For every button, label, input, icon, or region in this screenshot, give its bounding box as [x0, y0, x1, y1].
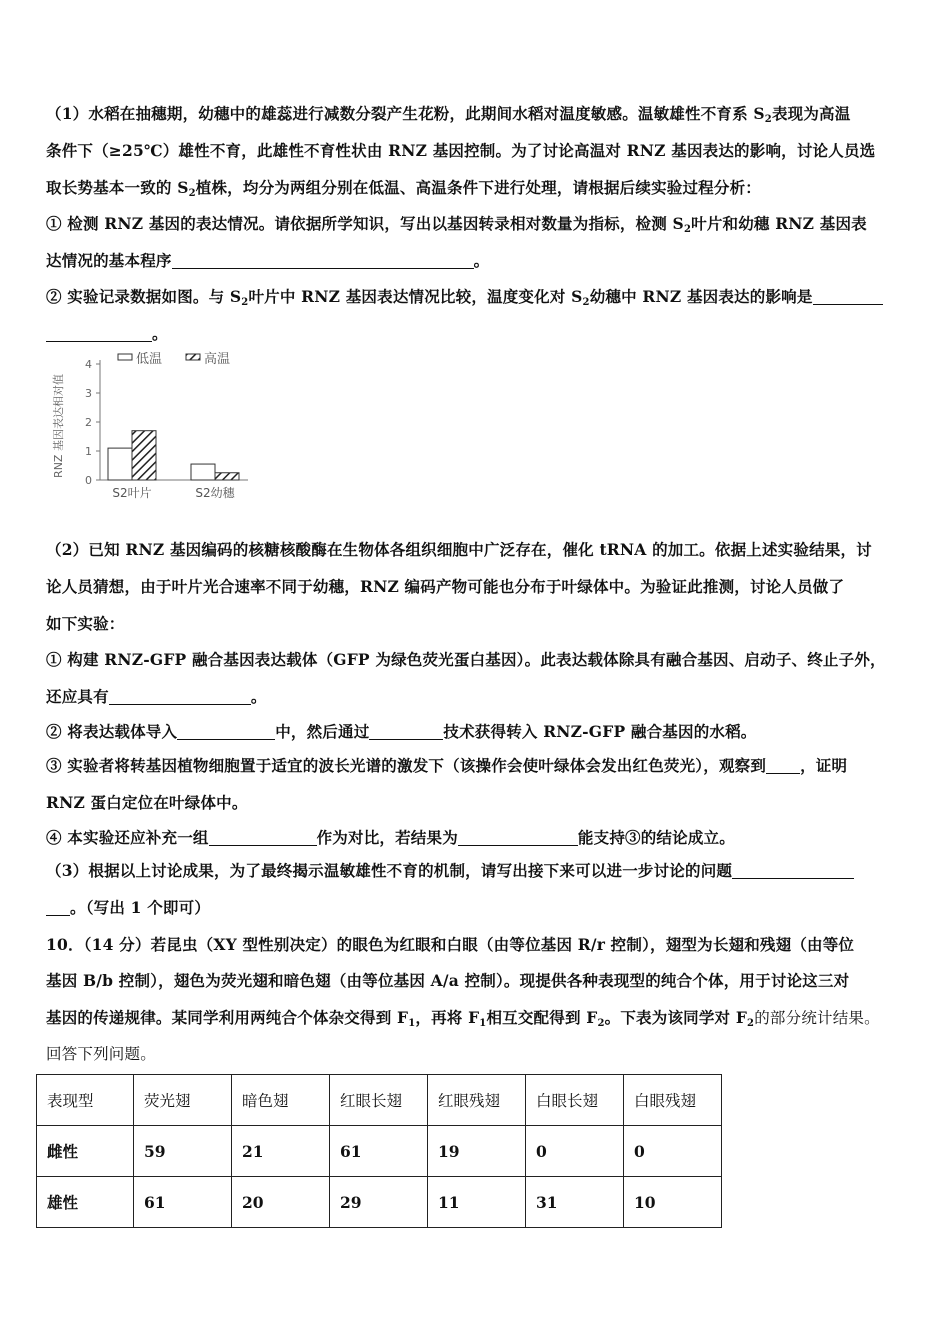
text: ，证明 — [800, 756, 848, 775]
table-header-cell: 红眼残翅 — [428, 1075, 526, 1126]
subscript: 2 — [241, 297, 249, 308]
y-tick-label: 2 — [85, 416, 92, 429]
legend-swatch — [186, 354, 200, 360]
legend-label: 高温 — [204, 352, 231, 367]
q10-line-2: 基因 B/b 控制），翅色为荧光翅和暗色翅（由等位基因 A/a 控制）。现提供各种表现型的纯合个体，用于讨论这三对 — [46, 971, 850, 990]
part1-q1-line-1 — [46, 212, 867, 234]
table-cell: 21 — [232, 1126, 330, 1177]
table-cell: 20 — [232, 1177, 330, 1228]
table-cell: 29 — [330, 1177, 428, 1228]
y-tick-label: 3 — [85, 387, 92, 400]
table-cell: 0 — [624, 1126, 722, 1177]
table-row-header: 雄性 — [37, 1177, 134, 1228]
part2-q2 — [46, 720, 757, 742]
subscript: 1 — [408, 1018, 416, 1029]
answer-blank[interactable] — [109, 689, 251, 706]
answer-blank[interactable] — [46, 326, 152, 343]
text: （1）水稻在抽穗期，幼穗中的雄蕊进行减数分裂产生花粉，此期间水稻对温度敏感。温敏雄性不育系 S — [46, 104, 765, 123]
text: 中，然后通过 — [275, 722, 370, 741]
table-header-cell: 荧光翅 — [134, 1075, 232, 1126]
answer-blank[interactable] — [369, 724, 443, 741]
text: 。 — [250, 687, 267, 706]
x-tick-label: S2叶片 — [112, 486, 152, 500]
legend-label: 低温 — [136, 352, 163, 367]
text: 相互交配得到 F — [486, 1008, 598, 1027]
part1-line-1 — [46, 102, 850, 124]
answer-blank[interactable] — [177, 724, 275, 741]
text: 能支持③的结论成立。 — [577, 828, 735, 847]
text: ，再将 F — [415, 1008, 480, 1027]
y-tick-label: 1 — [85, 445, 92, 458]
expression-bar-chart — [48, 348, 268, 508]
part1-line-3 — [46, 176, 761, 198]
answer-blank[interactable] — [46, 900, 70, 917]
text: 达情况的基本程序 — [46, 251, 172, 270]
table-cell: 31 — [526, 1177, 624, 1228]
table-header-cell: 表现型 — [37, 1075, 134, 1126]
text: ② 将表达载体导入 — [46, 722, 178, 741]
part2-q4 — [46, 826, 735, 848]
subscript: 2 — [764, 114, 772, 125]
text: ④ 本实验还应补充一组 — [46, 828, 209, 847]
table-header-row — [37, 1075, 722, 1126]
part1-q2-line-1 — [46, 285, 883, 307]
y-tick-label: 0 — [85, 474, 92, 487]
table-header-cell: 白眼残翅 — [624, 1075, 722, 1126]
part2-line-3: 如下实验： — [46, 614, 125, 633]
bar-high-temp — [132, 431, 156, 480]
x-tick-label: S2幼穗 — [195, 486, 235, 500]
text: 还应具有 — [46, 687, 109, 706]
table-row — [37, 1177, 722, 1228]
table-cell: 61 — [330, 1126, 428, 1177]
text: （3）根据以上讨论成果，为了最终揭示温敏雄性不育的机制，请写出接下来可以进一步讨论的问题 — [46, 861, 733, 880]
part1-line-2: 条件下（≥25℃）雄性不育，此雄性不育性状由 RNZ 基因控制。为了讨论高温对 RNZ 基因表达的影响，讨论人员选 — [46, 141, 876, 160]
table-cell: 59 — [134, 1126, 232, 1177]
part3-line-2 — [46, 896, 210, 918]
table-cell: 11 — [428, 1177, 526, 1228]
table-row-header: 雌性 — [37, 1126, 134, 1177]
part2-line-2: 论人员猜想，由于叶片光合速率不同于幼穗，RNZ 编码产物可能也分布于叶绿体中。为验证此推测，讨论人员做了 — [46, 577, 845, 596]
answer-blank[interactable] — [458, 830, 578, 847]
q10-line-4: 回答下列问题。 — [46, 1045, 156, 1063]
text: ③ 实验者将转基因植物细胞置于适宜的波长光谱的激发下（该操作会使叶绿体会发出红色荧光），观察到 — [46, 756, 767, 775]
f2-statistics-table — [36, 1074, 722, 1228]
text: 表现为高温 — [771, 104, 851, 123]
text: 基因的传递规律。某同学利用两纯合个体杂交得到 F — [46, 1008, 409, 1027]
answer-blank[interactable] — [172, 253, 474, 270]
text: 技术获得转入 RNZ-GFP 融合基因的水稻。 — [443, 722, 757, 741]
text: 。 — [473, 251, 490, 270]
answer-blank[interactable] — [209, 830, 317, 847]
table-cell: 19 — [428, 1126, 526, 1177]
bar-low-temp — [191, 464, 215, 480]
q10-line-1: 10．（14 分）若昆虫（XY 型性别决定）的眼色为红眼和白眼（由等位基因 R/r 控制），翅型为长翅和残翅（由等位 — [46, 935, 855, 954]
answer-blank[interactable] — [732, 863, 854, 880]
legend-swatch — [118, 354, 132, 360]
bar-high-temp — [215, 473, 239, 480]
subscript: 2 — [582, 297, 590, 308]
text: 植株，均分为两组分别在低温、高温条件下进行处理，请根据后续实验过程分析： — [195, 178, 761, 197]
table-header-cell: 暗色翅 — [232, 1075, 330, 1126]
text: 叶片中 RNZ 基因表达情况比较，温度变化对 S — [248, 287, 583, 306]
part2-line-1: （2）已知 RNZ 基因编码的核糖核酸酶在生物体各组织细胞中广泛存在，催化 tRNA 的加工。依据上述实验结果，讨 — [46, 540, 872, 559]
text: 作为对比，若结果为 — [316, 828, 458, 847]
text: 叶片和幼穗 RNZ 基因表 — [691, 214, 867, 233]
subscript: 2 — [597, 1018, 605, 1029]
table-cell: 10 — [624, 1177, 722, 1228]
q10-line-3 — [46, 1006, 880, 1028]
text: ② 实验记录数据如图。与 S — [46, 287, 242, 306]
part2-q1-line-1: ① 构建 RNZ-GFP 融合基因表达载体（GFP 为绿色荧光蛋白基因）。此表达载体除具有融合基因、启动子、终止子外， — [46, 650, 886, 669]
table-cell: 61 — [134, 1177, 232, 1228]
part1-q2-line-2 — [46, 322, 168, 344]
part1-q1-line-2 — [46, 249, 489, 271]
part2-q3-line-1 — [46, 754, 847, 776]
subscript: 2 — [747, 1018, 755, 1029]
text: ① 检测 RNZ 基因的表达情况。请依据所学知识，写出以基因转录相对数量为指标，检测 S — [46, 214, 684, 233]
part3-line-1 — [46, 859, 854, 881]
subscript: 2 — [188, 188, 196, 199]
y-tick-label: 4 — [85, 358, 92, 371]
text: 。 — [152, 324, 168, 343]
part2-q3-line-2: RNZ 蛋白定位在叶绿体中。 — [46, 793, 248, 812]
text: 取长势基本一致的 S — [46, 178, 189, 197]
y-axis-label: RNZ 基因表达相对值 — [52, 374, 65, 478]
table-row — [37, 1126, 722, 1177]
bar-low-temp — [108, 448, 132, 480]
answer-blank[interactable] — [813, 289, 883, 306]
subscript: 1 — [479, 1018, 487, 1029]
text: 幼穗中 RNZ 基因表达的影响是 — [589, 287, 813, 306]
answer-blank[interactable] — [766, 758, 800, 775]
table-header-cell: 红眼长翅 — [330, 1075, 428, 1126]
part2-q1-line-2 — [46, 685, 267, 707]
table-header-cell: 白眼长翅 — [526, 1075, 624, 1126]
text: 。（写出 1 个即可） — [70, 898, 211, 917]
subscript: 2 — [683, 224, 692, 235]
table-cell: 0 — [526, 1126, 624, 1177]
text: 的部分统计结果。 — [754, 1009, 880, 1027]
text: 。下表为该同学对 F — [604, 1008, 748, 1027]
